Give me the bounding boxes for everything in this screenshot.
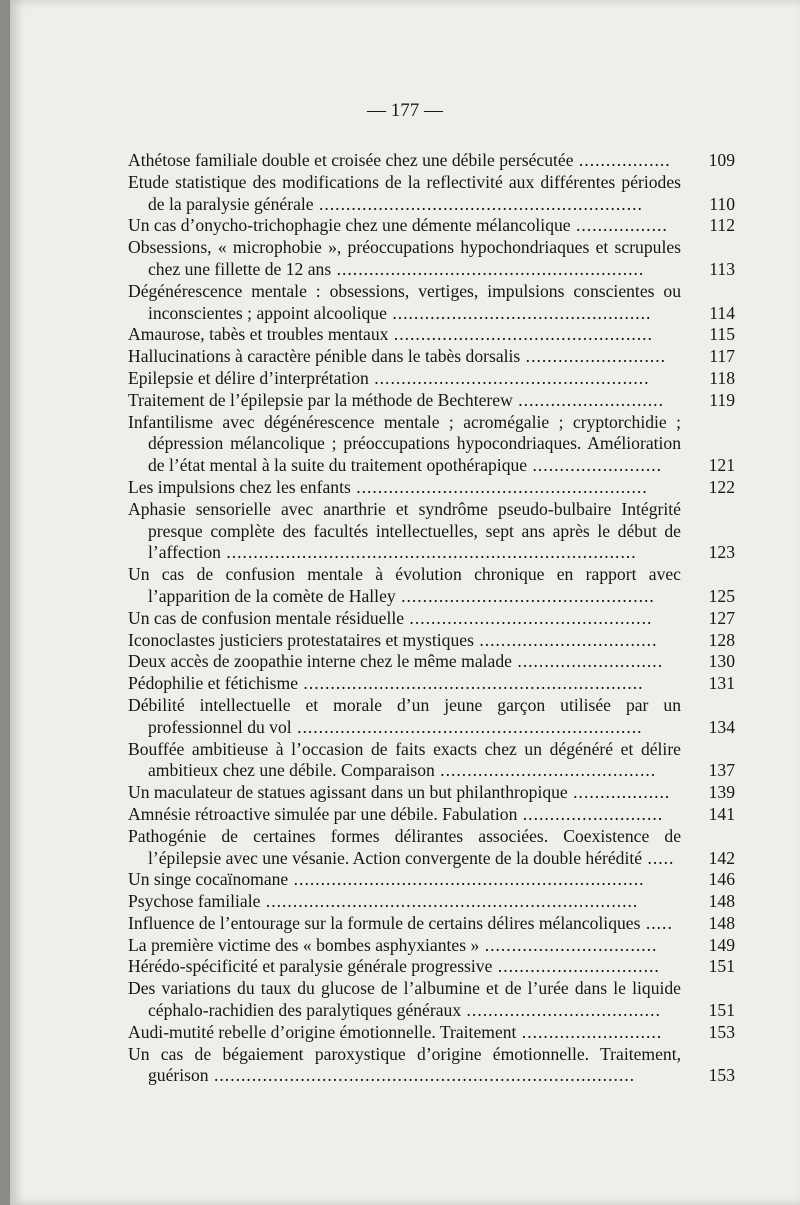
toc-entry <box>128 390 735 412</box>
dot-leader: .................................... <box>461 1000 661 1021</box>
dot-leader: ............................................................... <box>298 673 644 694</box>
toc-entry-title: Etude statistique des modifications de la reflectivité aux différentes périodes de la paralysie générale <box>128 171 681 214</box>
toc-entry <box>128 1022 735 1044</box>
toc-entry <box>128 891 735 913</box>
dot-leader: .......................... <box>517 803 664 824</box>
toc-entry-title: Un cas de confusion mentale à évolution chronique en rapport avec l’apparition de la comète de Halley <box>128 564 681 606</box>
dot-leader: ................................................................. <box>288 869 645 890</box>
toc-entry-page: 148 <box>708 912 735 933</box>
toc-entry <box>128 630 735 652</box>
toc-entry-page: 123 <box>708 542 735 563</box>
toc-entry-page: 139 <box>708 782 735 803</box>
toc-entry <box>128 499 735 564</box>
page-number: — 177 — <box>367 100 443 121</box>
dot-leader: .................. <box>567 782 671 803</box>
toc-entry-page: 131 <box>708 673 735 694</box>
toc-entry-title: Amnésie rétroactive simulée par une débile. Fabulation <box>128 803 518 824</box>
toc-entry-title: Influence de l’entourage sur la formule de certains délires mélancoliques <box>128 912 641 933</box>
toc-entry-title: Un singe cocaïnomane <box>128 869 289 890</box>
dot-leader: ................................ <box>479 934 658 955</box>
toc-entry <box>128 477 735 499</box>
toc-entry-title: Un maculateur de statues agissant dans un but philanthropique <box>128 782 568 803</box>
toc-entry-page: 151 <box>708 1000 735 1021</box>
toc-entry <box>128 935 735 957</box>
dot-leader: ..................................................................... <box>260 891 639 912</box>
table-of-contents <box>128 150 735 1087</box>
toc-entry <box>128 695 735 739</box>
toc-entry <box>128 150 735 172</box>
toc-entry <box>128 237 735 281</box>
toc-entry-title: Dégénérescence mentale : obsessions, vertiges, impulsions conscientes ou inconscientes ; appoint alcoolique <box>128 280 681 323</box>
dot-leader: .......................... <box>516 1021 663 1042</box>
toc-entry-title: Epilepsie et délire d’interprétation <box>128 367 369 388</box>
dot-leader: .............................. <box>492 956 660 977</box>
toc-entry-page: 142 <box>708 847 735 868</box>
toc-entry <box>128 651 735 673</box>
toc-entry <box>128 826 735 870</box>
dot-leader: ........................ <box>527 455 663 476</box>
dot-leader: ..... <box>640 912 673 933</box>
toc-entry-title: La première victime des « bombes asphyxiantes » <box>128 934 480 955</box>
dot-leader: ...................................................... <box>350 476 648 497</box>
toc-entry-page: 148 <box>708 891 735 912</box>
toc-entry-page: 118 <box>709 367 735 388</box>
toc-entry-page: 114 <box>709 302 735 323</box>
dot-leader: ................................................................ <box>291 716 643 737</box>
toc-entry-page: 115 <box>709 324 735 345</box>
toc-entry <box>128 368 735 390</box>
toc-entry-title: Pédophilie et fétichisme <box>128 673 299 694</box>
toc-entry-page: 137 <box>708 760 735 781</box>
toc-entry-title: Audi-mutité rebelle d’origine émotionnelle. Traitement <box>128 1021 517 1042</box>
toc-entry-title: Amaurose, tabès et troubles mentaux <box>128 324 389 345</box>
toc-entry-title: Les impulsions chez les enfants <box>128 476 351 497</box>
dot-leader: ................. <box>573 150 671 170</box>
dot-leader: ..... <box>642 847 675 868</box>
book-page <box>10 0 800 1205</box>
dot-leader: .............................................................................. <box>208 1065 636 1086</box>
dot-leader: ........................... <box>511 651 664 672</box>
toc-entry <box>128 1044 735 1088</box>
toc-entry-page: 141 <box>708 803 735 824</box>
dot-leader: ......................................................... <box>331 258 645 279</box>
dot-leader: ................................................ <box>386 302 652 323</box>
toc-entry <box>128 739 735 783</box>
toc-entry-page: 146 <box>708 869 735 890</box>
toc-entry <box>128 782 735 804</box>
dot-leader: ............................................. <box>404 607 653 628</box>
toc-entry <box>128 324 735 346</box>
toc-entry-title: Infantilisme avec dégénérescence mentale ; acromégalie ; cryptorchidie ; dépression mélancolique ; préoccupations hypocondriaques. Amélioration de l’état mental à la suite du traitement opothérapique <box>128 411 681 476</box>
toc-entry <box>128 804 735 826</box>
dot-leader: .......................... <box>520 346 667 367</box>
toc-entry-title: Hallucinations à caractère pénible dans le tabès dorsalis <box>128 346 521 367</box>
toc-entry-page: 117 <box>709 346 735 367</box>
toc-entry-page: 153 <box>708 1065 735 1086</box>
toc-entry-page: 110 <box>709 193 735 214</box>
toc-entry-page: 121 <box>708 455 735 476</box>
toc-entry-page: 109 <box>708 150 735 170</box>
dot-leader: ................................................... <box>368 367 650 388</box>
toc-entry-title: Athétose familiale double et croisée chez une débile persécutée <box>128 150 574 170</box>
toc-entry-title: Des variations du taux du glucose de l’albumine et de l’urée dans le liquide céphalo-rachidien des paralytiques généraux <box>128 978 681 1021</box>
toc-entry-title: Aphasie sensorielle avec anarthrie et syndrôme pseudo-bulbaire Intégrité presque complète des facultés intellectuelles, sept ans après le début de l’affection <box>128 498 681 563</box>
toc-entry <box>128 608 735 630</box>
toc-entry-page: 134 <box>708 716 735 737</box>
dot-leader: ............................................................ <box>313 193 643 214</box>
toc-entry-title: Deux accès de zoopathie interne chez le même malade <box>128 651 512 672</box>
toc-entry-page: 125 <box>708 585 735 606</box>
toc-entry <box>128 281 735 325</box>
toc-entry-page: 151 <box>708 956 735 977</box>
toc-entry-title: Un cas de bégaiement paroxystique d’origine émotionnelle. Traitement, guérison <box>128 1043 681 1086</box>
dot-leader: ................. <box>570 215 668 236</box>
toc-entry-page: 127 <box>708 607 735 628</box>
toc-entry-title: Un cas d’onycho-trichophagie chez une démente mélancolique <box>128 215 571 236</box>
toc-entry <box>128 412 735 477</box>
toc-entry-title: Hérédo-spécificité et paralysie générale progressive <box>128 956 493 977</box>
toc-entry <box>128 172 735 216</box>
toc-entry-page: 153 <box>708 1021 735 1042</box>
toc-entry-page: 130 <box>708 651 735 672</box>
toc-entry-title: Psychose familiale <box>128 891 261 912</box>
toc-entry <box>128 215 735 237</box>
toc-entry-title: Bouffée ambitieuse à l’occasion de faits exacts chez un dégénéré et délire ambitieux chez une débile. Comparaison <box>128 738 681 781</box>
dot-leader: ................................. <box>473 629 658 650</box>
toc-entry-title: Obsessions, « microphobie », préoccupations hypochondriaques et scrupules chez une fillette de 12 ans <box>128 237 681 279</box>
dot-leader: ........................................ <box>434 760 657 781</box>
toc-entry <box>128 346 735 368</box>
toc-entry-title: Débilité intellectuelle et morale d’un jeune garçon utilisée par un professionnel du vol <box>128 694 681 737</box>
toc-entry-page: 128 <box>708 629 735 650</box>
toc-entry-page: 112 <box>709 215 735 236</box>
toc-entry <box>128 956 735 978</box>
dot-leader: ................................................ <box>388 324 653 345</box>
toc-entry-title: Un cas de confusion mentale résiduelle <box>128 607 405 628</box>
toc-entry-title: Iconoclastes justiciers protestataires et mystiques <box>128 629 474 650</box>
toc-entry-page: 119 <box>709 389 735 410</box>
dot-leader: ............................................................................ <box>220 542 637 563</box>
toc-entry-title: Pathogénie de certaines formes délirantes associées. Coexistence de l’épilepsie avec une vésanie. Action convergente de la double hérédité <box>128 825 681 868</box>
toc-entry <box>128 564 735 608</box>
toc-entry <box>128 913 735 935</box>
toc-entry-page: 122 <box>708 476 735 497</box>
dot-leader: ............................................... <box>395 585 655 606</box>
dot-leader: ........................... <box>512 389 664 410</box>
toc-entry <box>128 869 735 891</box>
toc-entry-page: 149 <box>708 934 735 955</box>
toc-entry-page: 113 <box>709 258 735 279</box>
toc-entry-title: Traitement de l’épilepsie par la méthode de Bechterew <box>128 389 513 410</box>
toc-entry <box>128 673 735 695</box>
toc-entry <box>128 978 735 1022</box>
